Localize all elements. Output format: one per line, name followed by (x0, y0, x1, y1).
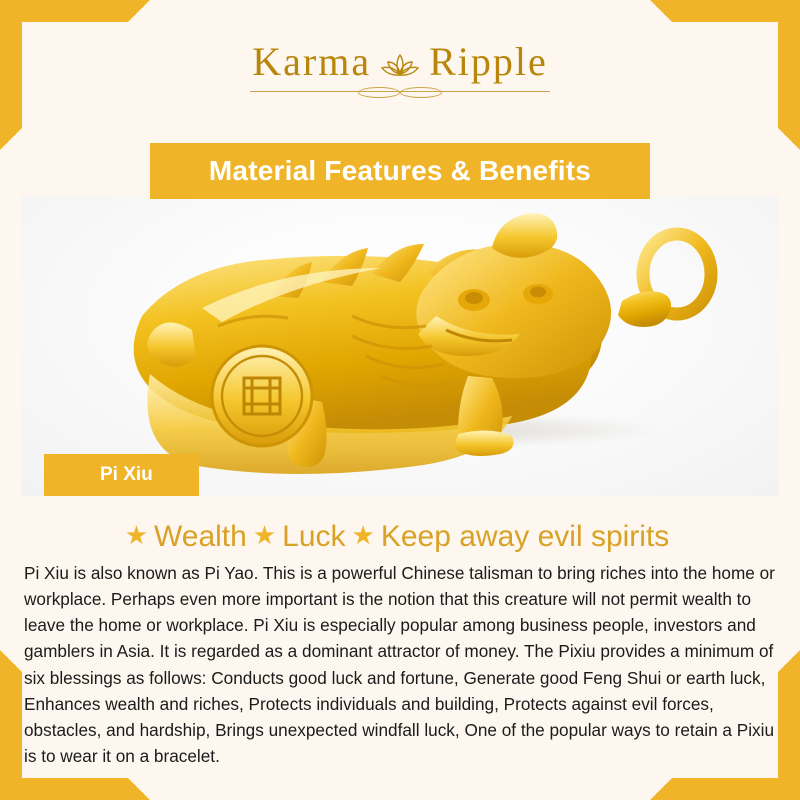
star-icon-2: ★ (252, 520, 277, 550)
border-bottom-left-vertical (0, 680, 22, 800)
headline-band (150, 143, 650, 199)
star-icon-1: ★ (124, 520, 148, 550)
benefit-evil-spirits: Keep away evil spirits (380, 520, 670, 553)
brand-logo (0, 38, 800, 92)
photo-caption-badge: Pi Xiu (44, 454, 199, 496)
pixiu-svg (22, 196, 778, 496)
benefit-wealth: Wealth (154, 520, 247, 553)
brand-word-karma: Karma (252, 39, 372, 84)
benefit-luck: Luck (282, 520, 346, 553)
lotus-icon (377, 46, 423, 80)
page-title: Material Features & Benefits (208, 155, 592, 186)
brand-text (246, 38, 554, 92)
pixiu-illustration (22, 196, 778, 496)
product-photo (22, 196, 778, 496)
star-icon-3: ★ (351, 520, 375, 550)
brand-word-ripple: Ripple (429, 39, 548, 84)
brand-divider (250, 91, 550, 92)
description-paragraph: Pi Xiu is also known as Pi Yao. This is a powerful Chinese talisman to bring riches into the home or workplace. Perhaps even more important is the notion that this creature will not permit wealth to leave the home or workplace. Pi Xiu is especially popular among business people, investors and gamblers in Asia. It is regarded as a dominant attractor of money. The Pixiu provides a minimum of six blessings as follows: Conducts good luck and fortune, Generate good Feng Shui or earth luck, Enhances wealth and riches, Protects individuals and building, Protects against evil forces, obstacles, and hardship, Brings unexpected windfall luck, One of the popular ways to retain a Pixiu is to wear it on a bracelet. (24, 563, 775, 766)
border-bottom-right-vertical (778, 680, 800, 800)
benefits-line (0, 520, 800, 554)
